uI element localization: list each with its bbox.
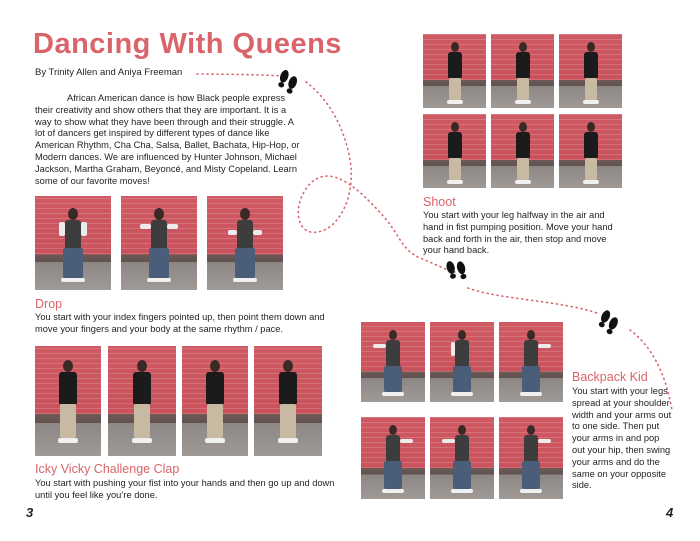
shoot-photo bbox=[491, 34, 554, 108]
backpack-description: You start with your legs spread at your shoulder width and your arms out to one side. Then put your arms in and pop out your hip, then swing your arms and do the same on your opposite side. bbox=[572, 386, 672, 491]
page-number-left: 3 bbox=[26, 505, 34, 520]
backpack-heading: Backpack Kid bbox=[572, 370, 648, 384]
backpack-photo bbox=[430, 322, 494, 402]
drop-description: You start with your index fingers pointed up, then point them down and move your fingers and your body at the same rhythm / pace. bbox=[35, 312, 325, 334]
byline: By Trinity Allen and Aniya Freeman bbox=[35, 67, 183, 78]
footprints-icon bbox=[276, 69, 300, 95]
clap-description: You start with pushing your fist into your hands and then go up and down until you feel like you’re done. bbox=[35, 478, 335, 500]
shoot-photo bbox=[491, 114, 554, 188]
page-number-right: 4 bbox=[666, 505, 674, 520]
backpack-photo bbox=[361, 417, 425, 499]
clap-photo bbox=[182, 346, 248, 456]
clap-photo bbox=[35, 346, 101, 456]
shoot-heading: Shoot bbox=[423, 195, 456, 209]
footprints-icon bbox=[596, 309, 621, 336]
shoot-photo bbox=[423, 114, 486, 188]
backpack-photo bbox=[361, 322, 425, 402]
shoot-description: You start with your leg halfway in the air and hand in fist pumping position. Move your hand back and forth in the air, then stop and move your hand back. bbox=[423, 210, 613, 256]
backpack-photo bbox=[430, 417, 494, 499]
article-title: Dancing With Queens bbox=[33, 28, 342, 60]
backpack-photo bbox=[499, 322, 563, 402]
drop-photo bbox=[121, 196, 197, 290]
drop-heading: Drop bbox=[35, 297, 63, 311]
footprints-icon bbox=[445, 258, 468, 283]
intro-paragraph: African American dance is how Black people express their creativity and show others that they are important. It is a way to show what they have been through and their struggle. A lot of dancers get inspired by different types of dance like American Rhythm, Cha Cha, Salsa, Ballet, Bachata, Hip-Hop, or Modern dances. We are influenced by Hunter Johnson, Michael Jackson, Martha Graham, Beyoncé, and Misty Copeland. Learn some of our favorite moves! bbox=[35, 93, 300, 186]
drop-photo bbox=[35, 196, 111, 290]
clap-heading: Icky Vicky Challenge Clap bbox=[35, 462, 180, 476]
shoot-photo bbox=[559, 34, 622, 108]
shoot-photo bbox=[559, 114, 622, 188]
backpack-photo bbox=[499, 417, 563, 499]
drop-photo bbox=[207, 196, 283, 290]
clap-photo bbox=[108, 346, 176, 456]
clap-photo bbox=[254, 346, 322, 456]
shoot-photo bbox=[423, 34, 486, 108]
